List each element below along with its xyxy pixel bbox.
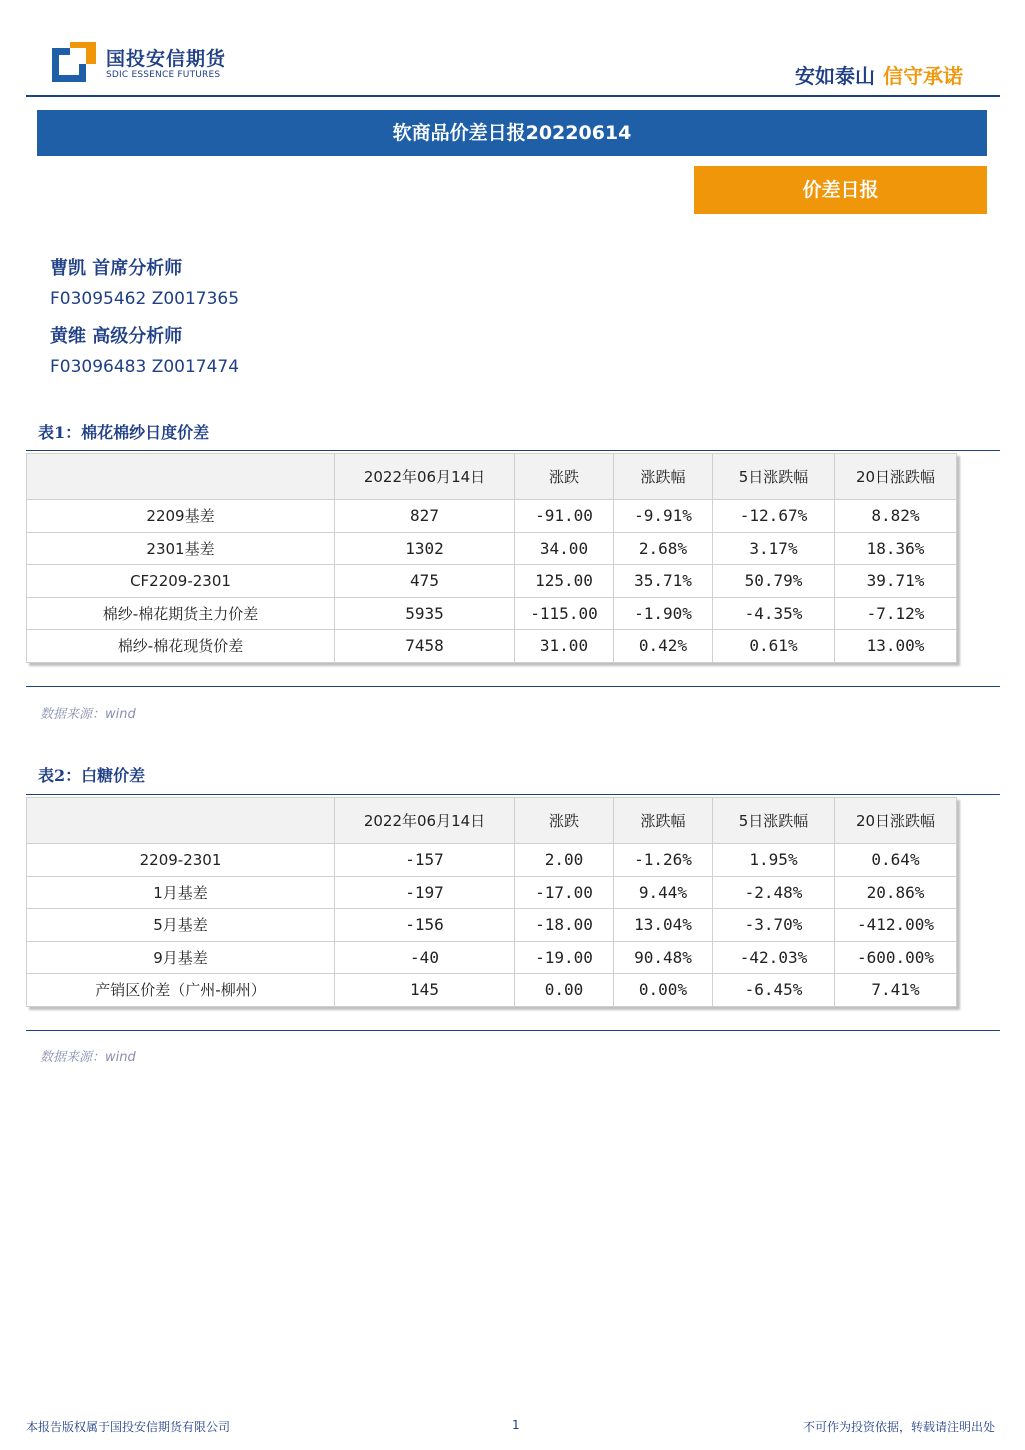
table-cell: 145 [335, 974, 515, 1007]
table-cell: -42.03% [713, 941, 835, 974]
sugar-spread-table [26, 797, 957, 1007]
table-cell: 9.44% [614, 876, 713, 909]
table-cell: -3.70% [713, 909, 835, 942]
table-top-rule [26, 450, 1000, 451]
table-cell: -17.00 [515, 876, 614, 909]
table-cell: -197 [335, 876, 515, 909]
row-label: 产销区价差（广州-柳州） [27, 974, 335, 1007]
table-cell: -1.90% [614, 597, 713, 630]
column-header: 2022年06月14日 [335, 798, 515, 844]
column-header: 涨跌幅 [614, 454, 713, 500]
copyright-note: 本报告版权属于国投安信期货有限公司 [26, 1420, 231, 1434]
table-cell: -91.00 [515, 500, 614, 533]
table-cell: 2.00 [515, 844, 614, 877]
table-cell: 1.95% [713, 844, 835, 877]
table-cell: -4.35% [713, 597, 835, 630]
table-cell: -40 [335, 941, 515, 974]
slogan-part2: 信守承诺 [883, 64, 963, 88]
table-cell: 34.00 [515, 532, 614, 565]
table-cell: 18.36% [835, 532, 957, 565]
analyst-ids: F03096483 Z0017474 [50, 357, 240, 377]
column-header: 5日涨跌幅 [713, 798, 835, 844]
table-row [27, 500, 957, 533]
table-cell: -156 [335, 909, 515, 942]
header-divider [26, 95, 1000, 97]
slogan-part1: 安如泰山 [795, 64, 875, 88]
row-label: 棉纱-棉花现货价差 [27, 630, 335, 663]
row-label: 9月基差 [27, 941, 335, 974]
table-cell: -9.91% [614, 500, 713, 533]
table-cell: -1.26% [614, 844, 713, 877]
table-row [27, 941, 957, 974]
logo-text-cn: 国投安信期货 [106, 48, 227, 70]
table-cell: 35.71% [614, 565, 713, 598]
table-row [27, 974, 957, 1007]
table-row [27, 597, 957, 630]
table-cell: -157 [335, 844, 515, 877]
table-cell: 2.68% [614, 532, 713, 565]
table-row [27, 630, 957, 663]
table-cell: -12.67% [713, 500, 835, 533]
data-source-note: 数据来源：wind [40, 1050, 136, 1065]
cotton-spread-table [26, 453, 957, 663]
table-cell: 0.00% [614, 974, 713, 1007]
report-title: 软商品价差日报20220614 [37, 110, 987, 156]
table-cell: 0.61% [713, 630, 835, 663]
table-cell: 0.42% [614, 630, 713, 663]
logo-mark-icon [52, 42, 96, 84]
row-label: CF2209-2301 [27, 565, 335, 598]
table-row [27, 909, 957, 942]
table-title: 表2：白糖价差 [38, 766, 146, 785]
column-header [27, 798, 335, 844]
table-cell: 7.41% [835, 974, 957, 1007]
table-cell: 0.00 [515, 974, 614, 1007]
table-cell: 475 [335, 565, 515, 598]
company-logo [52, 42, 252, 88]
table-cell: 20.86% [835, 876, 957, 909]
report-type-badge: 价差日报 [694, 166, 987, 214]
table-cell: -115.00 [515, 597, 614, 630]
analyst-ids: F03095462 Z0017365 [50, 289, 240, 309]
table-cell: 39.71% [835, 565, 957, 598]
row-label: 2209-2301 [27, 844, 335, 877]
data-source-note: 数据来源：wind [40, 707, 136, 722]
column-header: 5日涨跌幅 [713, 454, 835, 500]
table-cell: 8.82% [835, 500, 957, 533]
table-title: 表1：棉花棉纱日度价差 [38, 423, 210, 442]
table-row [27, 844, 957, 877]
column-header: 20日涨跌幅 [835, 798, 957, 844]
disclaimer-note: 不可作为投资依据，转载请注明出处 [802, 1420, 995, 1434]
table-cell: -2.48% [713, 876, 835, 909]
row-label: 5月基差 [27, 909, 335, 942]
row-label: 2301基差 [27, 532, 335, 565]
column-header: 涨跌幅 [614, 798, 713, 844]
table-cell: -6.45% [713, 974, 835, 1007]
row-label: 棉纱-棉花期货主力价差 [27, 597, 335, 630]
column-header: 涨跌 [515, 798, 614, 844]
table-cell: -600.00% [835, 941, 957, 974]
table-cell: -18.00 [515, 909, 614, 942]
table-header-row [27, 454, 957, 500]
table-cell: 3.17% [713, 532, 835, 565]
row-label: 2209基差 [27, 500, 335, 533]
column-header: 2022年06月14日 [335, 454, 515, 500]
column-header: 20日涨跌幅 [835, 454, 957, 500]
table-cell: 13.04% [614, 909, 713, 942]
table-cell: 125.00 [515, 565, 614, 598]
row-label: 1月基差 [27, 876, 335, 909]
table-cell: 50.79% [713, 565, 835, 598]
table-row [27, 565, 957, 598]
slogan [795, 60, 963, 89]
table-cell: 0.64% [835, 844, 957, 877]
table-cell: 1302 [335, 532, 515, 565]
column-header [27, 454, 335, 500]
table-bottom-rule [26, 1030, 1000, 1031]
table-cell: 90.48% [614, 941, 713, 974]
table-cell: 13.00% [835, 630, 957, 663]
table-cell: 5935 [335, 597, 515, 630]
table-cell: 7458 [335, 630, 515, 663]
table-cell: -7.12% [835, 597, 957, 630]
column-header: 涨跌 [515, 454, 614, 500]
table-cell: -19.00 [515, 941, 614, 974]
table-header-row [27, 798, 957, 844]
page-number: 1 [512, 1418, 520, 1432]
table-cell: -412.00% [835, 909, 957, 942]
table-cell: 31.00 [515, 630, 614, 663]
analyst-name: 黄维 高级分析师 [50, 326, 183, 347]
table-top-rule [26, 794, 1000, 795]
table-row [27, 532, 957, 565]
table-row [27, 876, 957, 909]
logo-text-en: SDIC ESSENCE FUTURES [106, 70, 221, 80]
table-cell: 827 [335, 500, 515, 533]
analyst-name: 曹凯 首席分析师 [50, 258, 183, 279]
table-bottom-rule [26, 686, 1000, 687]
